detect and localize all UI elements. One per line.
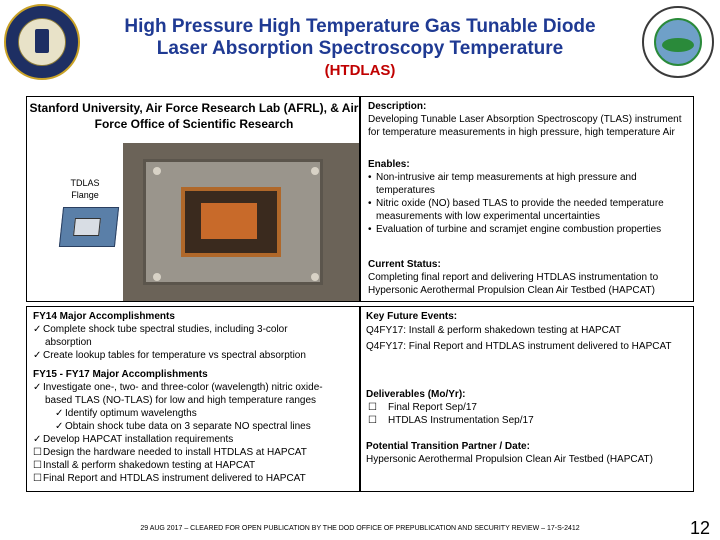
checkmark-icon: ✓	[55, 408, 64, 419]
checkbox-icon: ☐	[368, 415, 377, 426]
test-and-evaluation-seal-icon	[642, 6, 714, 78]
list-item: • Evaluation of turbine and scramjet engine combustion properties	[368, 224, 662, 235]
page-title-acronym: (HTDLAS)	[324, 62, 396, 79]
checkbox-icon: ☐	[368, 402, 377, 413]
list-item: ☐Install & perform shakedown testing at HAPCAT	[33, 460, 256, 471]
checkmark-icon: ✓	[33, 434, 42, 445]
page-title-line1: High Pressure High Temperature Gas Tunable Diode	[124, 16, 596, 37]
enables-list	[368, 171, 690, 236]
partner-heading: Potential Transition Partner / Date:	[366, 441, 530, 452]
partner-text: Hypersonic Aerothermal Propulsion Clean Air Testbed (HAPCAT)	[366, 454, 653, 465]
organization-text: Stanford University, Air Force Research Lab (AFRL), & Air Force Office of Scientific Research	[29, 101, 359, 131]
fy14-heading: FY14 Major Accomplishments	[33, 311, 175, 322]
list-item: ☐ Final Report Sep/17	[368, 402, 477, 413]
list-item: • Nitric oxide (NO) based TLAS to provide the needed temperature measurements with low experimental uncertainties	[368, 198, 664, 222]
description-panel	[360, 96, 694, 302]
status-text: Completing final report and delivering HTDLAS instrumentation to Hypersonic Aerothermal Propulsion Clean Air Testbed (HAPCAT)	[368, 272, 659, 296]
future-event-1: Q4FY17: Install & perform shakedown testing at HAPCAT	[366, 325, 621, 336]
list-item: ☐Final Report and HTDLAS instrument delivered to HAPCAT	[33, 473, 306, 484]
list-item: ✓ Create lookup tables for temperature vs spectral absorption	[33, 350, 306, 361]
flange-image	[59, 207, 119, 247]
accomplishments-panel	[26, 306, 360, 492]
list-item: ✓ Obtain shock tube data on 3 separate NO spectral lines	[55, 421, 311, 432]
list-item: ✓ Identify optimum wavelengths	[55, 408, 197, 419]
list-item: ✓ Develop HAPCAT installation requirements	[33, 434, 234, 445]
list-item: ☐ HTDLAS Instrumentation Sep/17	[368, 415, 534, 426]
description-text: Developing Tunable Laser Absorption Spectroscopy (TLAS) instrument for temperature measurements in high pressure, high temperature Air	[368, 114, 682, 138]
status-heading: Current Status:	[368, 259, 441, 270]
page-title-line2: Laser Absorption Spectroscopy Temperature	[156, 38, 564, 59]
apparatus-photo	[123, 143, 359, 301]
dod-seal-icon	[4, 4, 80, 80]
organization-panel	[26, 96, 360, 302]
checkmark-icon: ✓	[33, 382, 42, 393]
checkmark-icon: ✓	[33, 350, 42, 361]
deliverables-heading: Deliverables (Mo/Yr):	[366, 389, 466, 400]
description-heading: Description:	[368, 101, 427, 112]
list-item: ☐Design the hardware needed to install HTDLAS at HAPCAT	[33, 447, 307, 458]
list-item: ✓ Investigate one-, two- and three-color (wavelength) nitric oxide-	[33, 382, 323, 393]
future-heading: Key Future Events:	[366, 311, 458, 322]
checkmark-icon: ✓	[55, 421, 64, 432]
fy15-heading: FY15 - FY17 Major Accomplishments	[33, 369, 208, 380]
checkbox-icon: ☐	[33, 460, 42, 471]
future-events-panel	[360, 306, 694, 492]
list-item: absorption	[45, 337, 92, 348]
enables-heading: Enables:	[368, 159, 410, 170]
page-number: 12	[689, 518, 710, 538]
list-item: • Non-intrusive air temp measurements at high pressure and temperatures	[368, 172, 637, 196]
checkmark-icon: ✓	[33, 324, 42, 335]
checkbox-icon: ☐	[33, 473, 42, 484]
list-item: ✓ Complete shock tube spectral studies, including 3-color	[33, 324, 288, 335]
checkbox-icon: ☐	[33, 447, 42, 458]
flange-label: TDLAS Flange	[70, 178, 100, 200]
future-event-2: Q4FY17: Final Report and HTDLAS instrument delivered to HAPCAT	[366, 341, 672, 352]
list-item: based TLAS (NO-TLAS) for low and high temperature ranges	[45, 395, 317, 406]
footer-clearance: 29 AUG 2017 – CLEARED FOR OPEN PUBLICATION BY THE DOD OFFICE OF PREPUBLICATION AND SECURITY REVIEW – 17-S-2412	[140, 525, 580, 532]
